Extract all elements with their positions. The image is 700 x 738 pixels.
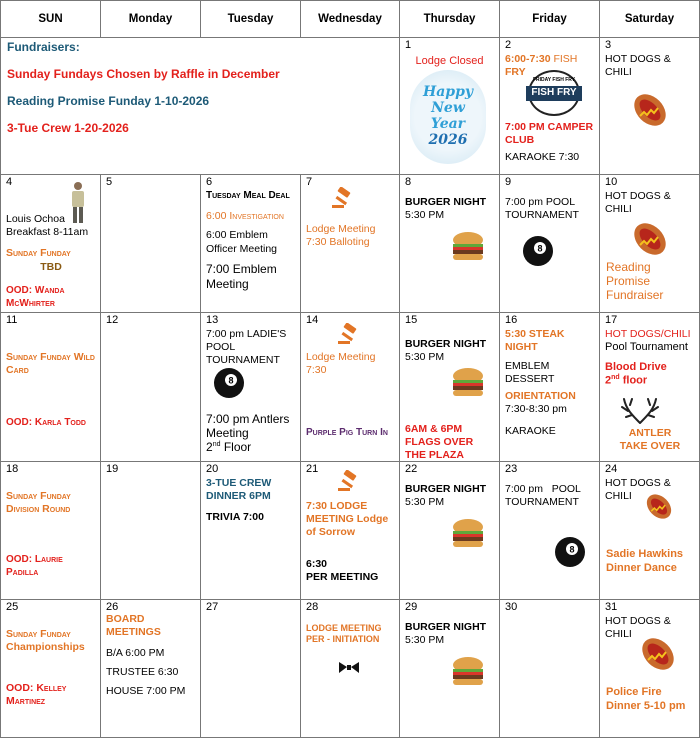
day-18: [0, 462, 101, 600]
breakfast-time: Breakfast 8-11am: [6, 226, 89, 238]
karaoke: KARAOKE: [505, 424, 556, 437]
day-number: 12: [106, 314, 119, 326]
day-number: 7: [306, 176, 313, 188]
day-number: 21: [306, 463, 319, 475]
orientation-time: 7:30-8:30 pm: [505, 403, 567, 416]
eight-ball-icon: [554, 536, 586, 568]
floor-suffix-sup: nd: [212, 441, 221, 448]
emblem-meeting: 7:00 Emblem Meeting: [206, 261, 277, 291]
ladies-pool-tournament: 7:00 pm LADIE'S POOL TOURNAMENT: [206, 327, 287, 366]
tue-crew-dinner: 3-TUE CREW DINNER 6PM: [206, 476, 272, 502]
day-12: [101, 313, 201, 462]
day-17: [600, 313, 700, 462]
day-number: 3: [605, 39, 612, 51]
lodge-closed: Lodge Closed: [415, 54, 484, 67]
svg-text:8: 8: [537, 243, 543, 254]
sunday-funday: Sunday Funday Division Round: [6, 490, 71, 516]
day-3: [600, 38, 700, 175]
lodge-of-sorrow: 7:30 LODGE MEETING Lodge of Sorrow: [306, 500, 389, 539]
fundraisers-title: Fundraisers:: [7, 40, 80, 54]
person-icon: [69, 181, 87, 225]
floor-number: 2: [605, 375, 612, 388]
lodge-meeting-initiation: LODGE MEETING PER - INITIATION: [306, 622, 382, 644]
camper-club: 7:00 PM CAMPER CLUB: [505, 121, 594, 147]
day-number: 4: [6, 176, 13, 188]
burger-icon: [450, 231, 486, 263]
badge-word: 2026: [428, 132, 468, 148]
day-15: [400, 313, 500, 462]
sadie-hawkins-dance: Sadie Hawkins Dinner Dance: [606, 548, 684, 574]
happy-new-year-badge: [410, 70, 486, 164]
day-6: [201, 175, 301, 313]
day-number: 29: [405, 601, 418, 613]
header-thursday: Thursday: [400, 0, 500, 38]
day-number: 9: [505, 176, 512, 188]
day-number: 22: [405, 463, 418, 475]
day-number: 10: [605, 176, 618, 188]
day-number: 28: [306, 601, 319, 613]
burger-icon: [450, 367, 486, 399]
floor-number: 2: [206, 440, 213, 454]
emblem-dessert: EMBLEM DESSERT: [505, 360, 555, 386]
antler-word: ANTLER: [628, 427, 672, 439]
svg-text:8: 8: [228, 375, 234, 386]
hot-dogs-chili: HOT DOGS & CHILI: [605, 614, 671, 640]
eight-ball-icon: [522, 235, 554, 267]
day-10: [600, 175, 700, 313]
gavel-icon: [337, 323, 359, 345]
day-number: 6: [206, 176, 213, 188]
day-number: 11: [6, 314, 18, 326]
day-25: [0, 600, 101, 738]
hot-dogs-chili: HOT DOGS & CHILI: [605, 476, 671, 502]
burger-time: 5:30 PM: [405, 208, 445, 221]
logo-mid-text: FISH FRY: [526, 86, 582, 101]
day-26: [101, 600, 201, 738]
day-11: [0, 313, 101, 462]
trustee-meeting: TRUSTEE 6:30: [106, 666, 179, 679]
burger-night: BURGER NIGHT: [405, 195, 487, 208]
hot-dogs-chili: HOT DOGS & CHILI: [605, 52, 671, 78]
gavel-icon: [331, 187, 353, 209]
board-meetings: BOARD MEETINGS: [106, 612, 161, 638]
hot-dog-icon: [642, 488, 676, 522]
fundraisers-line-3: 3-Tue Crew 1-20-2026: [7, 121, 129, 135]
day-number: 15: [405, 314, 418, 326]
fish-fry-time: 6:00-7:30: [505, 52, 551, 65]
day-number: 14: [306, 314, 319, 326]
funday-tbd: TBD: [40, 261, 62, 273]
day-22: [400, 462, 500, 600]
day-31: [600, 600, 700, 738]
antlers-meeting: 7:00 pm Antlers Meeting: [206, 412, 290, 440]
karaoke: KARAOKE 7:30: [505, 151, 580, 163]
ood-officer: OOD: Karla Todd: [6, 417, 86, 428]
day-5: [101, 175, 201, 313]
day-number: 1: [405, 39, 412, 51]
day-number: 16: [505, 314, 518, 326]
pool-tournament: 7:00 pm POOL TOURNAMENT: [505, 195, 579, 221]
takeover-word: TAKE OVER: [619, 440, 681, 453]
orientation: ORIENTATION: [505, 390, 576, 403]
ood-officer: OOD: Wanda McWhirter: [6, 285, 65, 309]
day-20: [201, 462, 301, 600]
breakfast-host: Louis Ochoa: [6, 213, 65, 225]
flags-over-plaza: 6AM & 6PM FLAGS OVER THE PLAZA: [405, 423, 474, 462]
day-8: [400, 175, 500, 313]
fish-word: FISH: [553, 52, 578, 65]
steak-night: 5:30 STEAK NIGHT: [505, 327, 565, 353]
day-number: 25: [6, 601, 19, 613]
badge-word: Happy: [422, 84, 473, 100]
day-2: [500, 38, 600, 175]
day-16: [500, 313, 600, 462]
day-1: [400, 38, 500, 175]
day-7: [301, 175, 400, 313]
fundraisers-line-2: Reading Promise Funday 1-10-2026: [7, 94, 210, 108]
blood-drive: Blood Drive: [605, 360, 667, 373]
lodge-meeting: Lodge Meeting 7:30 Balloting: [306, 223, 376, 249]
per-meeting-time: 6:30: [306, 558, 328, 570]
lodge-meeting: Lodge Meeting 7:30: [306, 351, 376, 377]
header-wednesday: Wednesday: [301, 0, 400, 38]
pool-tournament: 7:00 pm POOL TOURNAMENT: [505, 482, 584, 508]
eight-ball-icon: [213, 367, 245, 399]
day-21: [301, 462, 400, 600]
trivia: TRIVIA 7:00: [206, 511, 264, 523]
day-number: 31: [605, 601, 618, 613]
antlers-icon: [620, 395, 660, 425]
antlers-floor: [206, 440, 251, 455]
logo-top-text: FRIDAY FISH FRY: [532, 77, 576, 83]
pool-tournament: Pool Tournament: [605, 340, 688, 353]
burger-time: 5:30 PM: [405, 350, 445, 363]
burger-night: BURGER NIGHT: [405, 337, 487, 350]
blood-drive-floor: [605, 374, 694, 388]
emblem-officer-meeting: 6:00 Emblem Officer Meeting: [206, 229, 278, 255]
fry-word: FRY: [505, 65, 526, 78]
day-number: 17: [605, 314, 618, 326]
fundraisers-line-1: Sunday Fundays Chosen by Raffle in December: [7, 67, 280, 81]
header-monday: Monday: [101, 0, 201, 38]
sunday-funday: Sunday Funday: [6, 247, 71, 259]
sunday-funday: Sunday Funday Wild Card: [6, 351, 95, 377]
hot-dogs-chili: HOT DOGS & CHILI: [605, 189, 671, 215]
svg-text:8: 8: [569, 544, 575, 555]
day-14: [301, 313, 400, 462]
day-13: [201, 313, 301, 462]
day-number: 24: [605, 463, 618, 475]
purple-pig-turn-in: Purple Pig Turn In: [306, 427, 388, 438]
burger-time: 5:30 PM: [405, 495, 445, 508]
hot-dog-icon: [628, 86, 672, 130]
fish-fry-logo: [528, 70, 580, 116]
hot-dog-icon: [628, 215, 672, 259]
investigation: 6:00 Investigation: [206, 210, 284, 223]
badge-word: Year: [430, 116, 466, 132]
antler-takeover: [600, 427, 700, 453]
burger-icon: [450, 656, 486, 688]
ood-officer: OOD: Kelley Martinez: [6, 682, 67, 708]
day-number: 26: [106, 601, 119, 613]
header-tuesday: Tuesday: [201, 0, 301, 38]
day-29: [400, 600, 500, 738]
burger-icon: [450, 518, 486, 550]
day-number: 23: [505, 463, 518, 475]
floor-word: Floor: [220, 440, 252, 454]
day-number: 5: [106, 176, 113, 188]
sunday-funday: Sunday Funday: [6, 628, 71, 640]
hot-dogs-chili: HOT DOGS/CHILI: [605, 327, 691, 340]
day-number: 8: [405, 176, 412, 188]
badge-word: New: [431, 100, 465, 116]
bow-tie-icon: [339, 662, 359, 674]
burger-night: BURGER NIGHT: [405, 620, 487, 633]
burger-night: BURGER NIGHT: [405, 482, 487, 495]
day-27: [201, 600, 301, 738]
floor-suffix-sup: nd: [611, 374, 620, 382]
tuesday-meal-deal: Tuesday Meal Deal: [206, 189, 290, 201]
header-friday: Friday: [500, 0, 600, 38]
fundraisers-note: [0, 38, 400, 175]
day-23: [500, 462, 600, 600]
day-number: 20: [206, 463, 219, 475]
header-sun: SUN: [0, 0, 101, 38]
day-28: [301, 600, 400, 738]
day-4: [0, 175, 101, 313]
hot-dog-icon: [636, 630, 680, 674]
day-number: 19: [106, 463, 119, 475]
day-number: 30: [505, 601, 518, 613]
championships: Championships: [6, 641, 85, 653]
ba-meeting: B/A 6:00 PM: [106, 647, 165, 659]
day-number: 2: [505, 39, 512, 51]
reading-promise-fundraiser: Reading Promise Fundraiser: [606, 260, 664, 302]
per-meeting: PER MEETING: [306, 571, 379, 583]
day-number: 18: [6, 463, 19, 475]
ood-officer: OOD: Laurie Padilla: [6, 554, 63, 578]
day-number: 13: [206, 314, 219, 326]
house-meeting: HOUSE 7:00 PM: [106, 685, 186, 698]
day-number: 27: [206, 601, 219, 613]
burger-time: 5:30 PM: [405, 633, 445, 646]
day-30: [500, 600, 600, 738]
gavel-icon: [337, 470, 359, 492]
day-19: [101, 462, 201, 600]
floor-word: floor: [619, 375, 648, 388]
police-fire-dinner: Police Fire Dinner 5-10 pm: [606, 686, 686, 712]
header-saturday: Saturday: [600, 0, 700, 38]
day-24: [600, 462, 700, 600]
day-9: [500, 175, 600, 313]
